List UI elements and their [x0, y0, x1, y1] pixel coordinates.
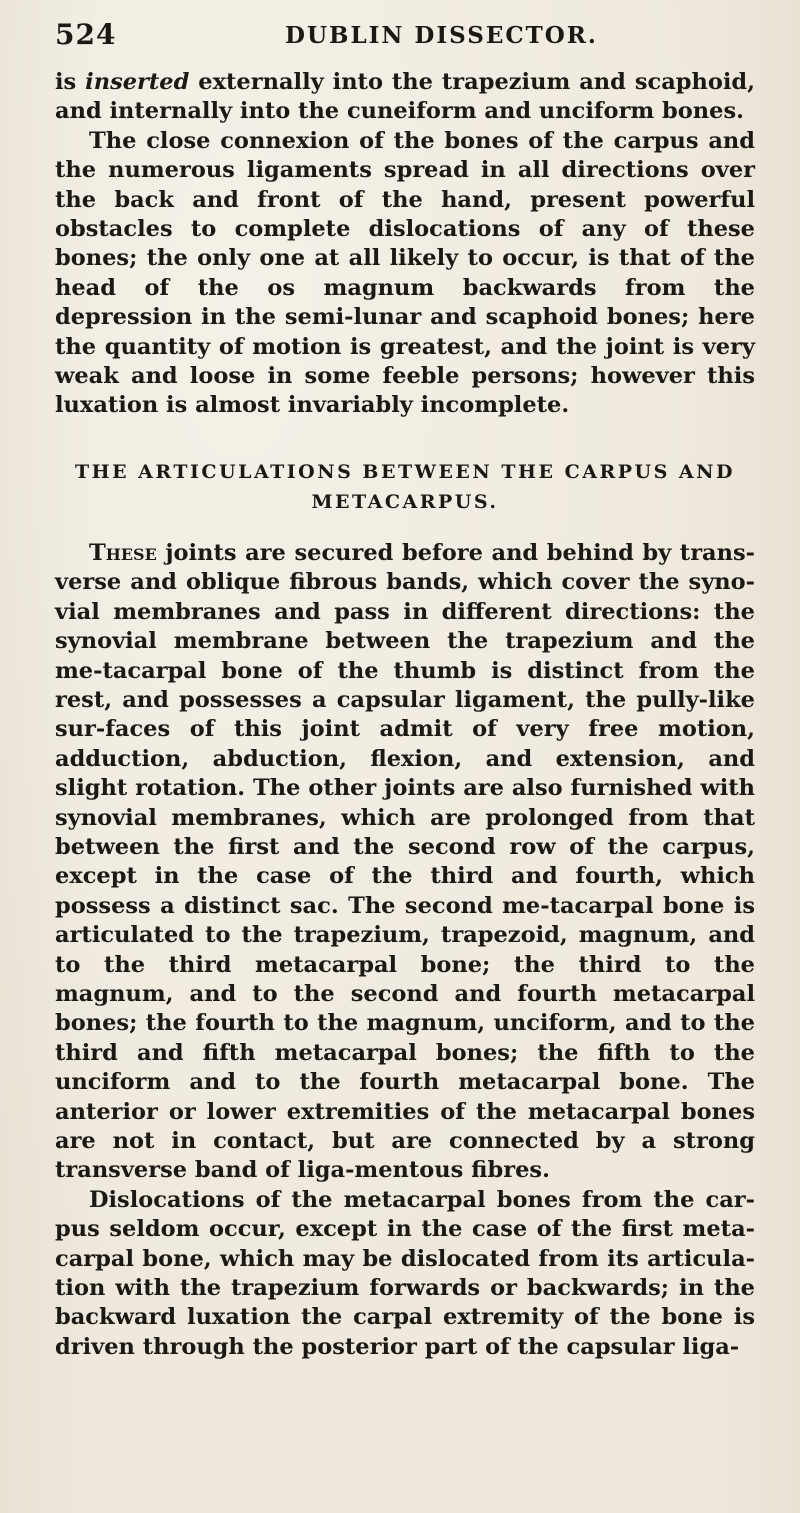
- italic-word: inserted: [85, 69, 190, 95]
- paragraph-lead: is: [55, 69, 86, 95]
- running-head: [55, 18, 755, 54]
- paragraph-dislocation-metacarpus: Dislocations of the metacarpal bones from the car-pus seldom occur, except in the case of the first meta-carpal bone, which may be dislocated from its articula-tion with the trapezium forwards or backwards; in the backward luxation the carpal extremity of the bone is driven through the posterior part of the capsular liga-: [55, 1186, 755, 1360]
- running-title: DUBLIN DISSECTOR.: [285, 22, 598, 49]
- paragraph-articulations: [55, 539, 755, 1186]
- body-text: [55, 68, 755, 1362]
- paragraph-text: joints are secured before and behind by trans-verse and oblique fibrous bands, which cover the syno-vial membranes and pass in different directions: the synovial membrane between the trapezium and the me-tacarpal bone of the thumb is distinct from the rest, and possesses a capsular ligament, the pully-like sur-faces of this joint admit of very free motion, adduction, abduction, flexion, and extension, and slight rotation. The other joints are also furnished with synovial membranes, which are prolonged from that between the first and the second row of the carpus, except in the case of the third and fourth, which possess a distinct sac. The second me-tacarpal bone is articulated to the trapezium, trapezoid, magnum, and to the third metacarpal bone; the third to the magnum, and to the second and fourth metacarpal bones; the fourth to the magnum, unciform, and to the third and fifth metacarpal bones; the fifth to the unciform and to the fourth metacarpal bone. The anterior or lower extremities of the metacarpal bones are not in contact, but are connected by a strong transverse band of liga-mentous fibres.: [55, 539, 755, 1184]
- section-heading: THE ARTICULATIONS BETWEEN THE CARPUS AND METACARPUS.: [74, 460, 736, 513]
- page-number: 524: [55, 18, 117, 51]
- paragraph-text: externally into the trapezium and scaphoid, and internally into the cuneiform and unciform bones.: [55, 69, 755, 125]
- paragraph-continuation: [55, 68, 755, 127]
- paragraph-dislocation-carpus: The close connexion of the bones of the carpus and the numerous ligaments spread in all directions over the back and front of the hand, present powerful obstacles to complete dislocations of any of these bones; the only one at all likely to occur, is that of the head of the os magnum backwards from the depression in the semi-lunar and scaphoid bones; here the quantity of motion is greatest, and the joint is very weak and loose in some feeble persons; however this luxation is almost invariably incomplete.: [55, 127, 755, 419]
- paragraph-first-word: These: [89, 539, 157, 566]
